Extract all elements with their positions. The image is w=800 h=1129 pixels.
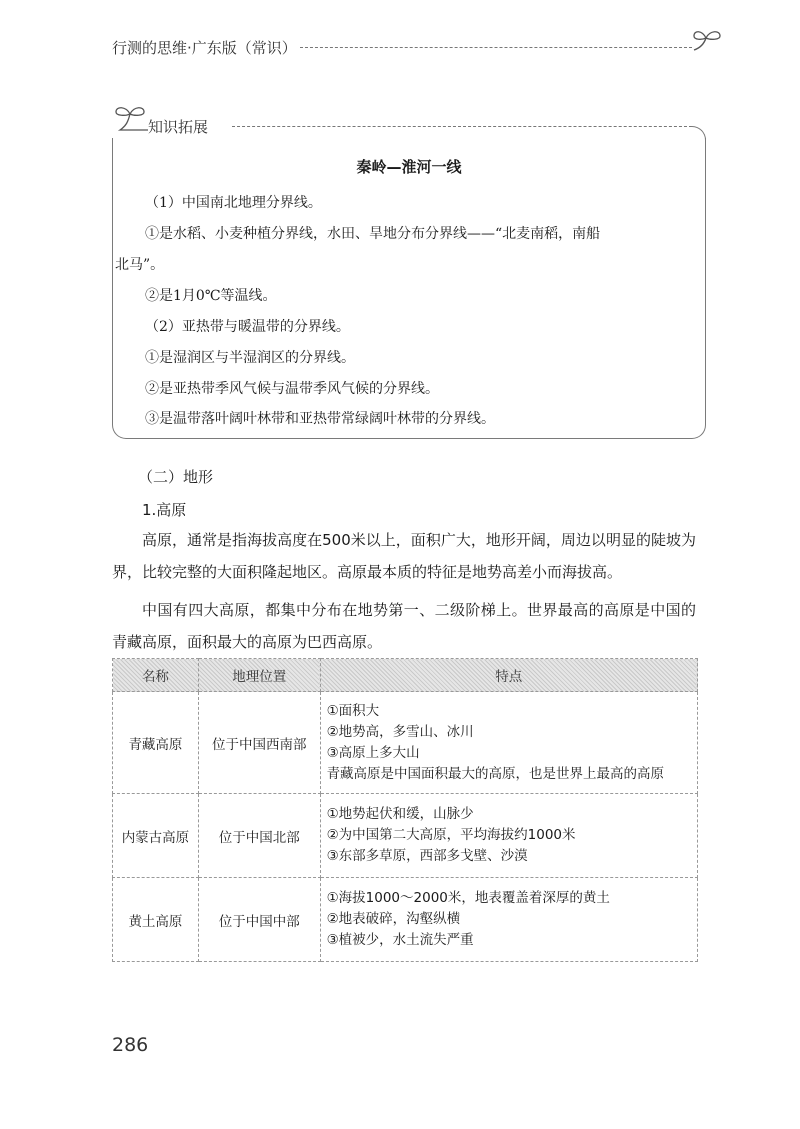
paragraph: 中国有四大高原，都集中分布在地势第一、二级阶梯上。世界最高的高原是中国的青藏高原，面积最大的高原为巴西高原。 xyxy=(112,601,696,651)
feature-item: ②地势高，多雪山、冰川 xyxy=(326,723,474,740)
kb-line: ②是1月0℃等温线。 xyxy=(145,288,277,304)
feature-item: ①地势起伏和缓，山脉少 xyxy=(326,806,474,822)
plateau-name: 内蒙古高原 xyxy=(113,794,199,878)
plateau-table xyxy=(112,658,698,962)
kb-line: ①是水稻、小麦种植分界线，水田、旱地分布分界线——“北麦南稻，南船 xyxy=(145,226,601,242)
running-header xyxy=(112,32,712,62)
plateau-features xyxy=(320,794,697,878)
kb-line: ②是亚热带季风气候与温带季风气候的分界线。 xyxy=(145,381,439,397)
plateau-name: 青藏高原 xyxy=(113,692,199,794)
plateau-table-wrapper xyxy=(112,658,698,962)
kb-line: ③是温带落叶阔叶林带和亚热带常绿阔叶林带的分界线。 xyxy=(145,411,495,427)
feature-item: ③东部多草原，西部多戈壁、沙漠 xyxy=(326,848,528,864)
book-title: 行测的思维·广东版（常识） xyxy=(112,39,297,57)
page-number: 286 xyxy=(112,1034,149,1056)
section-heading: （二）地形 xyxy=(138,468,214,486)
feature-item: ①海拔1000～2000米，地表覆盖着深厚的黄土 xyxy=(326,890,610,906)
column-header: 特点 xyxy=(320,659,697,692)
feature-item: 青藏高原是中国面积最大的高原，也是世界上最高的高原 xyxy=(326,765,665,782)
plateau-location: 位于中国西南部 xyxy=(198,692,320,794)
sprout-icon xyxy=(112,100,148,134)
plateau-features xyxy=(320,692,697,794)
feature-item: ③高原上多大山 xyxy=(326,744,420,761)
kb-line: 北马”。 xyxy=(115,257,165,273)
kb-line: （2）亚热带与暖温带的分界线。 xyxy=(145,319,350,335)
feature-item: ①面积大 xyxy=(326,702,380,719)
feature-item: ③植被少，水土流失严重 xyxy=(326,932,474,948)
knowledge-box-title: 秦岭—淮河一线 xyxy=(356,158,462,176)
feature-item: ②地表破碎，沟壑纵横 xyxy=(326,911,461,927)
column-header: 名称 xyxy=(113,659,199,692)
table-header-row xyxy=(113,659,698,692)
kb-line: ①是湿润区与半湿润区的分界线。 xyxy=(145,350,355,366)
knowledge-box-label: 知识拓展 xyxy=(148,118,209,136)
table-row xyxy=(113,794,698,878)
knowledge-box-label-row xyxy=(112,100,712,136)
plateau-location: 位于中国中部 xyxy=(198,878,320,962)
feature-item: ②为中国第二大高原，平均海拔约1000米 xyxy=(326,827,576,843)
kb-line: （1）中国南北地理分界线。 xyxy=(145,195,322,211)
column-header: 地理位置 xyxy=(198,659,320,692)
knowledge-box-top-rule xyxy=(232,126,692,127)
sprout-icon xyxy=(690,26,724,54)
plateau-features xyxy=(320,878,697,962)
plateau-location: 位于中国北部 xyxy=(198,794,320,878)
table-row xyxy=(113,878,698,962)
paragraph: 高原，通常是指海拔高度在500米以上，面积广大，地形开阔，周边以明显的陡坡为界，比较完整的大面积隆起地区。高原最本质的特征是地势高差小而海拔高。 xyxy=(112,531,696,581)
knowledge-box xyxy=(112,138,706,439)
subsection-heading: 1.高原 xyxy=(142,501,187,519)
table-row xyxy=(113,692,698,794)
header-rule xyxy=(300,47,692,48)
plateau-name: 黄土高原 xyxy=(113,878,199,962)
